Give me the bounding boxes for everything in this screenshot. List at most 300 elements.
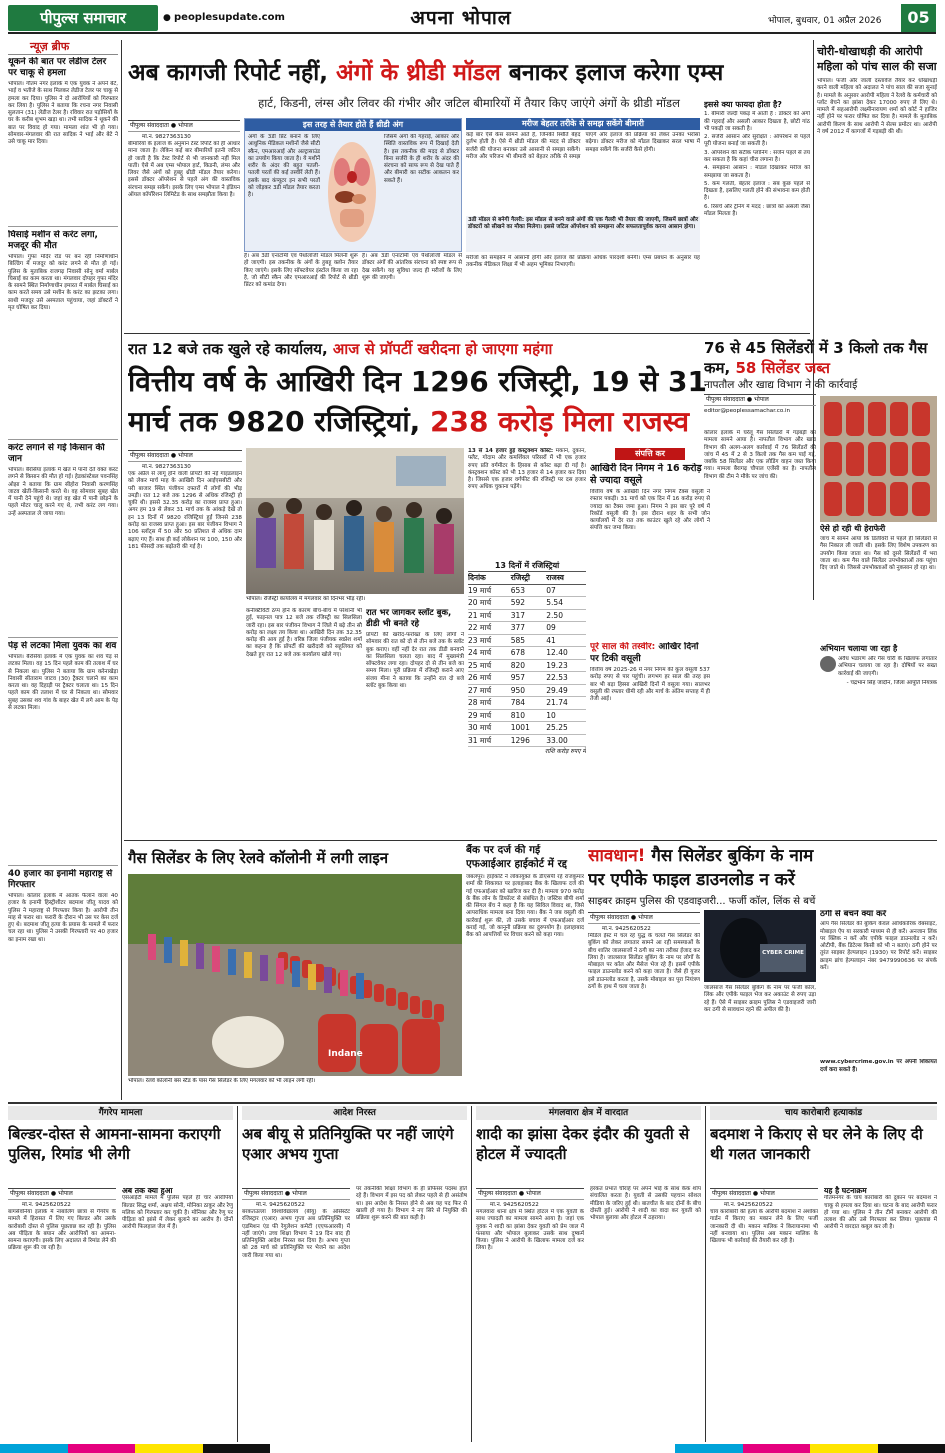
- fraud-headline: ऐसे हो रही थी हेराफेरी: [820, 524, 886, 533]
- cyber-crime-photo: [704, 910, 816, 982]
- table-row: [468, 584, 586, 597]
- stomach-shape: [352, 194, 366, 204]
- quote-author: - चंद्रभान सिंह जादौन, जिला आपूर्ति नियंत्रक: [846, 679, 937, 686]
- benefit-1: 1. बीमारी जल्दी पकड़ में आती है : डॉक्टर को अंगों की गहराई और असली आकार दिखता है, छोटी गांठ भी पकड़ी जा सकती है।: [704, 111, 810, 132]
- cyber-tag: सावधान!: [588, 846, 646, 866]
- table-cell: 41: [546, 634, 586, 647]
- column-divider: [237, 1106, 238, 1442]
- bottom-side-headline: यह है घटनाक्रम: [824, 1186, 867, 1195]
- color-swatch: [743, 1444, 811, 1453]
- color-swatch: [203, 1444, 271, 1453]
- patient-box-more: मरीजों को समझाने में आसानी होगी और इलाज की प्रक्रिया अधिक पारदर्शी बनेगी। एम्स प्रबंधन के अनुसार यह तकनीक मेडिकल शिक्षा में भी अहम भूमिका निभाएगी।: [466, 255, 700, 269]
- bottom-body: बरकतउल्ला विश्वविद्यालय (बीयू) के असिस्टेंट रजिस्ट्रार (एआर) अभय गुप्ता अब प्रतिनियुक्ति पर एडमिशन एंड फी रेगुलेशन कमेटी (एएफआरसी) में नहीं जाएंगे। उच्च शिक्षा विभाग ने 19 दिन बाद ही प्रतिनियुक्ति आदेश निरस्त कर दिया है। अभय गुप्ता को 28 मार्च को प्रतिनियुक्ति पर भेजने का आदेश जारी किया गया था।: [242, 1209, 350, 1259]
- table-cell: 592: [511, 597, 547, 610]
- bottom-col-b: [122, 1186, 233, 1442]
- byline-text: पीपुल्स संवाददाता ● भोपाल: [478, 1190, 541, 1197]
- bottom-story-3: [476, 1106, 701, 1442]
- queue-person-shape: [164, 937, 172, 963]
- table-cell: 20 मार्च: [468, 597, 511, 610]
- laptop-shape: [760, 944, 806, 972]
- year-picture-headline: [590, 642, 710, 665]
- brief-headline: पेड़ से लटका मिला युवक का शव: [8, 641, 117, 651]
- table-cell: 678: [511, 647, 547, 660]
- brief-headline: 40 हजार का इनामी महाराष्ट्र से गिरफ्तार: [8, 869, 113, 890]
- patient-box-fill: [466, 255, 700, 328]
- registry-table: [468, 560, 586, 836]
- queue-person-shape: [148, 934, 156, 960]
- slot-booking-story: [366, 608, 464, 836]
- masthead: [8, 4, 936, 34]
- lead-byline: [128, 120, 240, 132]
- queue-person-shape: [356, 973, 364, 999]
- liver-shape: [335, 191, 355, 203]
- cylinder-shape: [912, 482, 930, 516]
- mid-kicker-b: आज से प्रॉपर्टी खरीदना हो जाएगा महंगा: [332, 340, 553, 358]
- bottom-story-2: [242, 1106, 467, 1442]
- cyber-body-1: मिडिल ईस्ट में चल रहे युद्ध के चलते गैस सिलेंडर की बुकिंग को लेकर लगातार सामने आ रही समस्याओं के बीच शातिर जालसाजों ने ठगी का नया तरीका ईजाद कर लिया है। जालसाज सिलेंडर बुकिंग के नाम पर लोगों के मोबाइल पर कॉल और मैसेज भेज रहे हैं। इसमें एपीके फाइल डाउनलोड करने को कहा जाता है। जैसे ही यूजर इसे डाउनलोड करता है, उसके मोबाइल का पूरा नियंत्रण ठगों के हाथ में चला जाता है।: [588, 933, 700, 991]
- table-header: रजिस्ट्री: [511, 572, 547, 584]
- bottom-byline: [710, 1188, 818, 1200]
- person-body: [344, 516, 364, 571]
- byline-text: पीपुल्स संवाददाता ● भोपाल: [706, 396, 769, 403]
- person-head: [376, 506, 392, 522]
- gas-byline: [704, 394, 816, 406]
- queue-person-shape: [324, 967, 332, 993]
- page-number: [901, 4, 936, 32]
- gas-cylinder-story: [704, 338, 937, 838]
- queue-person-shape: [244, 952, 252, 978]
- table-row: [468, 659, 586, 672]
- cylinder-shape: [846, 482, 864, 516]
- property-tax-tag: संपत्ति कर: [615, 448, 685, 460]
- news-brief-column: [8, 40, 118, 1100]
- table-cell: 317: [511, 609, 547, 622]
- table-cell: 22 मार्च: [468, 622, 511, 635]
- mid-body-1: एक अप्रैल से लागू होने वाली प्रॉपर्टी की नई गाइडलाइन को लेकर मार्च माह के आखिरी दिन आईएसबीटी और परी बाजार स्थित पंजीयन दफ्तरों में लोगों की भीड़ उमड़ी। रात 12 बजे तक 1296 से अधिक रजिस्ट्री हो चुकी थी। इससे 32.35 करोड़ का राजस्व प्राप्त हुआ। अगर हम 19 से लेकर 31 मार्च तक के आंकड़े देखें तो इन 13 दिनों में 9820 रजिस्ट्रियां हुईं जिनसे 238 करोड़ का राजस्व प्राप्त हुआ। इस बार पंजीयन विभाग ने 106 स्लॉट्स में 50 और 50 प्रतिशत से अधिक दाम बढ़ाए गए हैं। साथ ही कई लोकेशन पर 100, 150 और 181 फीसदी तक बढ़ोतरी की गई है।: [128, 471, 242, 550]
- byline-text: पीपुल्स संवाददाता ● भोपाल: [244, 1190, 307, 1197]
- queue-person-shape: [340, 970, 348, 996]
- bottom-side-body: हरकत प्रभात चौराहे पर अपने भाई के साथ केक शॉप संचालित करता है। युवती से उसकी पहचान सोशल मीडिया के जरिए हुई थी। बातचीत के बाद दोनों के बीच दोस्ती हुई। आरोपी ने शादी का वादा कर युवती को भोपाल बुलाया और होटल में ठहराया।: [590, 1186, 701, 1222]
- brief-body: भोपाल। बैरसिया इलाके में एक युवक का शव पेड़ से लटका मिला। वह 15 दिन पहले काम की तलाश में घर से निकला था। पुलिस ने बताया कि ग्राम करेनाखेड़ा निवासी सीताराम जाटव (30) ट्रैक्टर चलाने का काम करता था। वह दिहाड़ी पर ट्रैक्टर चलाता था। 15 दिन पहले काम की तलाश में घर से निकला था। सोमवार सुबह उसका शव गांव के बाहर खेत में लगे आम के पेड़ से लटका मिला।: [8, 654, 118, 712]
- lead-subhead: हार्ट, किडनी, लंग्स और लिवर की गंभीर और जटिल बीमारियों में तैयार किए जाएंगे अंगों के थ्रीडी मॉडल: [258, 96, 680, 110]
- gas-email: editor@peoplessamachar.co.in: [704, 408, 791, 414]
- brief-body: भोपाल। गुफा मंदिर रोड पर बन रही निर्माणाधीन बिल्डिंग में मजदूर को करंट लगने से मौत हो गई। पुलिस के मुताबिक राजगढ़ निवासी सोनू वर्मा मार्बल घिसाई का काम करता था। मंगलवार दोपहर गुफा मंदिर के सामने स्थित निर्माणाधीन इमारत में मार्बल घिसाई का काम करते समय उसे मशीन के करंट का झटका लगा। साथी मजदूर उसे अस्पताल पहुंचाया, जहां डॉक्टरों ने मृत घोषित कर दिया।: [8, 254, 118, 312]
- fraud-body: जांच में सामने आया कि डिलीवरी से पहले ही सिलेंडरों से गैस निकाल ली जाती थी। इसके लिए विशेष उपकरण का उपयोग किया जाता था। गैस को दूसरे सिलेंडरों में भरा जाता था। कम गैस वाले सिलेंडर उपभोक्ताओं तक पहुंचा दिए जाते थे। जिससे उपभोक्ताओं को नुकसान हो रहा था।: [820, 536, 937, 572]
- registry-data-table: [468, 572, 586, 747]
- lead-body-3: हैं। अब 3डी एनाटॉमी एवं पैथोलॉजी मॉडल से डॉक्टर अंगों की आंतरिक संरचना को स्पष्ट रूप से देख सकेंगे। यह सुविधा जल्द ही मरीजों के लिए शुरू की जाएगी।: [362, 253, 462, 281]
- brief-item-5: [8, 869, 118, 1079]
- rail-colony-headline: गैस सिलेंडर के लिए रेलवे कॉलोनी में लगी लाइन: [128, 849, 389, 867]
- right-story-1-headline: चोरी-धोखाधड़ी की आरोपी महिला को पांच साल की सजा: [817, 45, 937, 73]
- lead-headline-b: अंगों के थ्रीडी मॉडल: [336, 60, 501, 86]
- window-shape: [396, 456, 446, 486]
- table-header-row: [468, 572, 586, 584]
- organ-box-title: इस तरह से तैयार होते हैं थ्रीडी अंग: [245, 119, 461, 131]
- property-tax-story: [590, 448, 710, 836]
- queue-cylinder-shape: [434, 1004, 444, 1022]
- bottom-headline: बिल्डर-दोस्त से आमना-सामना कराएगी पुलिस, रिमांड भी लेगी: [8, 1125, 221, 1163]
- front-cylinder: [360, 1024, 398, 1074]
- table-row: [468, 634, 586, 647]
- queue-person-shape: [260, 955, 268, 981]
- logo-badge: [8, 5, 158, 31]
- registry-photo-caption: भोपाल। रजिस्ट्री कार्यालय में मंगलवार को दिनभर भीड़ रही।: [246, 596, 366, 602]
- table-cell: 26 मार्च: [468, 672, 511, 685]
- table-cell: 31 मार्च: [468, 734, 511, 747]
- person-body: [404, 518, 424, 573]
- bottom-body: बागसेवनिया इलाके में नाबालिग छात्रा से गैंगरेप के मामले में हिरासत में लिए गए बिल्डर और उसके कारोबारी दोस्त से पुलिस पूछताछ कर रही है। पुलिस अब पीड़िता के बयान और आरोपियों का आमना-सामना कराएगी। इसके लिए अदालत से रिमांड लेने की प्रक्रिया शुरू की जा रही है।: [8, 1209, 116, 1252]
- queue-cylinder-shape: [398, 992, 408, 1010]
- quote-text: अवैध भंडारण और गैस चोरी के खिलाफ लगातार अभियान चलाया जा रहा है। दोषियों पर सख्त कार्रवाई की जाएगी।: [838, 656, 937, 677]
- intestine-shape: [340, 209, 364, 227]
- table-cell: 377: [511, 622, 547, 635]
- table-cell: 2.50: [546, 609, 586, 622]
- queue-cylinder-shape: [386, 988, 396, 1006]
- organ-box-text-1: अंगों के 3डी प्रिंट बनाने के लिए आधुनिक मेडिकल मशीनों जैसे सीटी स्कैन, एमआरआई और अल्ट्रासाउंड का उपयोग किया जाता है। ये मशीनें शरीर के अंदर की बहुत पतली-पतली परतों की कई तस्वीरें लेती हैं। इसके बाद कंप्यूटर इन सभी परतों को जोड़कर 3डी मॉडल तैयार करता है।: [248, 134, 320, 199]
- lead-headline-c: बनाकर इलाज करेगा एम्स: [508, 60, 724, 86]
- cyber-safety-tips: [820, 910, 937, 1090]
- lead-column-3: [362, 253, 462, 328]
- gas-story-body: कोलार इलाके में घरेलू गैस सिलेंडरों में गड़बड़ी का मामला सामने आया है। नापतौल विभाग और खाद्य विभाग की अलग-अलग कार्रवाई में 76 सिलेंडरों की जांच में 45 में 2 से 3 किलो तक गैस कम पाई गई, जबकि 58 सिलेंडर और एक लोडिंग वाहन जब्त किया गया। मामला बैरागढ़ चौपाल एजेंसी का है। नापतौल विभाग की टीम ने मौके पर जांच की।: [704, 430, 816, 480]
- construction-cost-text: [468, 448, 586, 554]
- safety-website: www.cybercrime.gov.in पर अपनी शिकायत दर्ज करा सकते हैं।: [820, 1059, 937, 1073]
- gas-story-headline: [704, 338, 937, 378]
- color-swatch: [270, 1444, 675, 1453]
- bottom-mobile: मो.न. 9425620522: [724, 1202, 773, 1208]
- byline-text: पीपुल्स संवाददाता ● भोपाल: [712, 1190, 775, 1197]
- brief-item-1: [8, 57, 118, 227]
- sack-shape: [212, 1016, 284, 1068]
- person-body: [284, 514, 304, 569]
- table-row: [468, 709, 586, 722]
- cylinder-shape: [890, 442, 908, 476]
- brief-item-3: [8, 443, 118, 638]
- lead-column-1: [128, 118, 240, 226]
- table-cell: 585: [511, 634, 547, 647]
- cyber-mobile: मो.न. 9425620522: [602, 926, 651, 932]
- person-head: [346, 500, 362, 516]
- queue-person-shape: [180, 940, 188, 966]
- registry-table-body: [468, 584, 586, 747]
- benefit-2: 2. सर्जरी आसान और सुरक्षित : ऑपरेशन से पहले पूरी योजना बनाई जा सकती है।: [704, 134, 810, 148]
- color-swatch: [810, 1444, 878, 1453]
- table-cell: 25.25: [546, 722, 586, 735]
- table-cell: 21.74: [546, 697, 586, 710]
- queue-person-shape: [196, 943, 204, 969]
- bottom-col-b: [824, 1186, 937, 1442]
- benefit-6: 6. रिसर्च और ट्रेनिंग में मदद : छात्रों को असली जैसा मॉडल मिलता है।: [704, 203, 810, 218]
- bottom-tag: आदेश निरस्त: [242, 1106, 467, 1120]
- cyber-headline-a: गैस सिलेंडर बुकिंग के नाम: [651, 846, 814, 866]
- bottom-story-1: [8, 1106, 233, 1442]
- bottom-side-body: गौतमनगर के चाय कारोबारी की दुकान पर बदमाश ने चाकू से हमला कर दिया था। घटना के बाद आरोपी फरार हो गया था। पुलिस ने तीन टीमें बनाकर आरोपी की तलाश की और उसे गिरफ्तार कर लिया। पूछताछ में आरोपी ने वारदात कबूल कर ली है।: [824, 1195, 937, 1231]
- print-color-bar: [0, 1444, 945, 1453]
- mid-body-2: कनेक्टिविटी ठप्प होने के कारण बीच-बीच में परेशानी भी हुई, फाइनल पात्र 12 बजे तक रजिस्ट्री का सिलसिला जारी रहा। इस बार पंजीयन विभाग ने जिले में बढ़े तीन सौ करोड़ का लक्ष्य तय किया था। आखिरी दिन तक 32.35 करोड़ की आय हुई है। वरिष्ठ जिला पंजीयक स्वप्नेश शर्मा का कहना है कि प्रॉपर्टी की खरीदारी को सहूलियत को देखते हुए रात 12 बजे तक कार्यालय खोले गए।: [246, 608, 362, 658]
- table-cell: 1296: [511, 734, 547, 747]
- brief-headline: थूकने की बात पर लेडीज टेलर पर चाकू से हमला: [8, 57, 107, 78]
- cylinder-shape: [912, 442, 930, 476]
- color-swatch: [675, 1444, 743, 1453]
- queue-person-shape: [276, 958, 284, 984]
- table-cell: 29 मार्च: [468, 709, 511, 722]
- bottom-headline: शादी का झांसा देकर इंदौर की युवती से होटल में ज्यादती: [476, 1125, 690, 1163]
- bottom-byline: [8, 1188, 116, 1200]
- gas-headline-a: 76 से 45 सिलेंडरों में 3 किलो तक गैस कम,: [704, 339, 928, 377]
- mid-byline: [128, 450, 242, 462]
- table-header: राजस्व: [546, 572, 586, 584]
- mid-headline-c: 238 करोड़ मिला राजस्व: [430, 405, 690, 438]
- brief-headline: घिसाई मशीन से करंट लगा, मजदूर की मौत: [8, 230, 98, 251]
- lead-headline-a: अब कागजी रिपोर्ट नहीं,: [128, 60, 328, 86]
- table-cell: 957: [511, 672, 547, 685]
- cylinder-shape: [846, 442, 864, 476]
- section-title: [396, 4, 526, 32]
- gallery-note: 3डी मॉडल से बनेगी गैलरी: इस मॉडल से बनने वाले अंगों की एक गैलरी भी तैयार की जाएगी, जिसमें छात्रों और डॉक्टरों को सीखने का मौका मिलेगा। इससे जटिल ऑपरेशन को समझना और सफलतापूर्वक करना आसान होगा।: [466, 216, 700, 252]
- mid-kicker-a: रात 12 बजे तक खुले रहे कार्यालय,: [128, 340, 328, 358]
- organ-box-text-2: जिसमें अंगों की गहराई, आकार और स्थिति वास्तविक रूप में दिखाई देती है। इस तकनीक की मदद से डॉक्टर बिना सर्जरी के ही शरीर के अंदर की संरचना को साफ रूप से देख पाते हैं और बीमारी का सटीक आकलन कर सकते हैं।: [384, 134, 459, 184]
- bottom-side-body: पर तकनीकी शिक्षा विभाग के ही प्रोफेसर पदस्थ होते रहे हैं। विभाग में इस पद को लेकर पहले से ही असंतोष था। इस आदेश के निरस्त होने से अब यह पद फिर से खाली हो गया है। विभाग ने नए सिरे से नियुक्ति की प्रक्रिया शुरू करने की बात कही है।: [356, 1186, 467, 1222]
- bottom-col-a: [476, 1186, 584, 1442]
- queue-cylinder-shape: [374, 984, 384, 1002]
- color-swatch: [68, 1444, 136, 1453]
- bottom-headline: अब बीयू से प्रतिनियुक्ति पर नहीं जाएंगे एआर अभय गुप्ता: [242, 1125, 454, 1163]
- property-tax-body: वित्तीय वर्ष के आखिरी दिन नगर निगम टैक्स वसूली ने रफ्तार पकड़ी। 31 मार्च को एक दिन में 16 करोड़ रुपए से ज्यादा का टैक्स जमा हुआ। निगम ने इस बार पूरे वर्ष में रिकॉर्ड वसूली की है। इस दौरान शहर के सभी जोन कार्यालयों में देर रात तक काउंटर खुले रहे और लोगों ने संपत्ति कर जमा किया।: [590, 489, 710, 532]
- bottom-col-a: [242, 1186, 350, 1442]
- lead-headline: [128, 58, 810, 88]
- table-row: [468, 722, 586, 735]
- cyber-headline-line-1: [588, 844, 937, 868]
- table-cell: 25 मार्च: [468, 659, 511, 672]
- brief-headline: करंट लगाने से गई किसान की जान: [8, 443, 105, 464]
- safety-headline: ठगी से बचने क्या करें: [820, 910, 887, 919]
- byline-text: पीपुल्स संवाददाता ● भोपाल: [590, 914, 653, 921]
- tree-canopy: [128, 874, 462, 944]
- table-cell: 24 मार्च: [468, 647, 511, 660]
- cylinder-shape: [912, 402, 930, 436]
- cyber-body-2: जालसाज गैस सिलेंडर बुकिंग के नाम पर फर्जी कॉल, लिंक और एपीके फाइल भेज कर अकाउंट से रुपए उड़ा रहे हैं। ऐसे में साइबर क्राइम पुलिस ने एडवाइजरी जारी कर ठगी से सावधान रहने की अपील की है।: [704, 985, 816, 1013]
- table-row: [468, 734, 586, 747]
- brief-item-2: [8, 230, 118, 440]
- year-picture-head-a: पूरे साल की तस्वीर:: [590, 642, 656, 652]
- lead-column-1b: [244, 253, 358, 328]
- cylinder-shape: [868, 442, 886, 476]
- section-title-text: अपना भोपाल: [410, 7, 512, 29]
- color-swatch: [878, 1444, 945, 1453]
- table-row: [468, 622, 586, 635]
- dateline: भोपाल, बुधवार, 01 अप्रैल 2026: [768, 16, 882, 26]
- bottom-tag: गैंगरेप मामला: [8, 1106, 233, 1120]
- patient-box-text: कई बार ऐसे केस सामने आते हैं, जिनकी स्थिति बेहद दुर्लभ होती है। ऐसे में थ्रीडी मॉडल की मदद से डॉक्टर सर्जरी की योजना बनाकर उसे आसानी से समझा सकेंगे। मरीज और परिजन भी बीमारी को बेहतर तरीके से समझ पाएंगे और इलाज की प्रक्रिया को लेकर उनका भरोसा बढ़ेगा। डॉक्टर मरीज को मॉडल दिखाकर सरल भाषा में समझा सकेंगे कि सर्जरी कैसे होगी।: [466, 132, 700, 160]
- benefits-title: इससे क्या फायदा होता है?: [704, 100, 782, 109]
- cyber-subhead: साइबर क्राइम पुलिस की एडवाइजरी... फर्जी कॉल, लिंक से बचें: [588, 896, 816, 907]
- person-head: [316, 504, 332, 520]
- registry-office-photo: [246, 448, 464, 594]
- campaign-headline: अभियान चलाया जा रहा है: [820, 644, 898, 653]
- queue-person-shape: [228, 949, 236, 975]
- column-divider: [471, 1106, 472, 1442]
- rail-colony-photo: [128, 874, 462, 1076]
- patient-box-title: मरीज बेहतर तरीके से समझ सकेंगे बीमारी: [466, 118, 700, 130]
- table-cell: 28 मार्च: [468, 697, 511, 710]
- organ-illustration: [323, 137, 381, 247]
- queue-person-shape: [212, 946, 220, 972]
- bottom-col-b: [356, 1186, 467, 1442]
- lead-body-2: है। अब 3डी एनाटॉमी एवं पैथोलॉजी मॉडल मिलनी शुरू हो जाएगी। इस तकनीक के अंगों के हुबहू क्लोन तैयार किए जाएंगे। इसके लिए सॉफ्टवेयर इंस्टॉल किया जा रहा है, जो सीटी स्कैन और एमआरआई की रिपोर्ट से थ्रीडी प्रिंटर को कमांड देगा।: [244, 253, 358, 289]
- bottom-col-a: [710, 1186, 818, 1442]
- cylinder-shape: [846, 402, 864, 436]
- benefit-4: 4. समझाना आसान : मॉडल दिखाकर मरीज को समझाया जा सकता है।: [704, 165, 810, 179]
- officer-quote: [820, 656, 937, 726]
- bottom-tag: चाय कारोबारी हत्याकांड: [710, 1106, 937, 1120]
- bottom-mobile: मो.न. 9425620522: [256, 1202, 305, 1208]
- bottom-byline: [242, 1188, 350, 1200]
- right-story-1: [817, 44, 937, 334]
- slot-booking-headline: रात भर जागकर स्लॉट बुक, डीडी भी बनते रहे: [366, 608, 452, 629]
- table-cell: 12.40: [546, 647, 586, 660]
- table-cell: 22.53: [546, 672, 586, 685]
- front-cylinder: [402, 1019, 440, 1074]
- cyber-column-2: [704, 985, 816, 1090]
- table-cell: 30 मार्च: [468, 722, 511, 735]
- table-cell: 5.54: [546, 597, 586, 610]
- cylinder-shape: [824, 402, 842, 436]
- table-row: [468, 609, 586, 622]
- person-head: [406, 502, 422, 518]
- cyber-byline: [588, 912, 700, 924]
- mid-column-2: [246, 608, 362, 836]
- person-head: [286, 498, 302, 514]
- table-cell: 33.00: [546, 734, 586, 747]
- bank-fir-story: [466, 844, 584, 1092]
- gas-headline-b: 58 सिलेंडर जब्त: [735, 359, 830, 377]
- section-rule: [8, 1102, 937, 1104]
- person-body: [314, 520, 334, 570]
- table-cell: 23 मार्च: [468, 634, 511, 647]
- benefits-panel: [704, 92, 810, 328]
- cyber-headline-b: पर एपीके फाइल डाउनलोड न करें: [588, 870, 795, 890]
- year-picture-body: वित्तीय वर्ष 2025-26 में नगर निगम की कुल वसूली 537 करोड़ रुपए से पार पहुंची। लगभग हर साल की तरह इस बार भी बड़ा हिस्सा आखिरी दिनों में वसूला गया। सालभर वसूली की रफ्तार धीमी रही और मार्च के अंतिम सप्ताह में ही तेजी आई।: [590, 667, 710, 703]
- table-cell: 653: [511, 584, 547, 597]
- cylinder-shape: [824, 442, 842, 476]
- bottom-col-a: [8, 1186, 116, 1442]
- table-header: दिनांक: [468, 572, 511, 584]
- table-row: [468, 697, 586, 710]
- crowd-illustration: [246, 448, 464, 594]
- website-link[interactable]: peoplesupdate.com: [174, 12, 285, 23]
- bottom-mobile: मो.न. 9425620522: [22, 1202, 71, 1208]
- year-picture-head-b: आखिर दिनों पर टिकी वसूली: [590, 642, 699, 664]
- bottom-col-b: [590, 1186, 701, 1442]
- cylinder-shape: [824, 482, 842, 516]
- registry-table-title: 13 दिनों में रजिस्ट्रियां: [468, 560, 586, 572]
- column-divider: [121, 40, 122, 1100]
- table-cell: 820: [511, 659, 547, 672]
- person-body: [256, 518, 276, 568]
- organ-box: [244, 118, 462, 252]
- cylinders-photo: [820, 396, 937, 522]
- cyber-column-1: [588, 910, 700, 1090]
- cylinder-brand-text: Indane: [328, 1049, 363, 1059]
- color-swatch: [0, 1444, 68, 1453]
- bottom-byline: [476, 1188, 584, 1200]
- quote-icon: [820, 656, 836, 672]
- mid-headline-b: मार्च तक 9820 रजिस्ट्रियां,: [128, 405, 421, 438]
- queue-cylinder-shape: [410, 996, 420, 1014]
- bottom-body: मंगलवारा थाना क्षेत्र में स्थित होटल में एक युवती के साथ ज्यादती का मामला सामने आया है। जहां एक युवक ने शादी का झांसा देकर युवती को प्रेम जाल में फंसाया और भोपाल बुलाकर उसके साथ दुष्कर्म किया। पुलिस ने आरोपी के खिलाफ मामला दर्ज कर लिया है।: [476, 1209, 584, 1252]
- table-cell: 09: [546, 622, 586, 635]
- property-tax-headline: आखिरी दिन निगम ने 16 करोड़ से ज्यादा वसूले: [590, 463, 702, 486]
- heart-shape: [347, 171, 357, 183]
- news-brief-label: न्यूज़ ब्रीफ: [8, 40, 118, 55]
- construction-cost-head: 13 से 14 हजार हुई कंस्ट्रक्शन कॉस्ट:: [468, 448, 554, 454]
- bottom-headline: बदमाश ने किराए से घर लेने के लिए दी थी गलत जानकारी: [710, 1125, 923, 1163]
- bottom-story-4: [710, 1106, 937, 1442]
- cylinder-shape: [890, 482, 908, 516]
- bottom-body: चाय कारोबारी की हत्या के आरोपी बदमाश ने अशोका गार्डन में किराए का मकान लेने के लिए फर्जी जानकारी दी थी। मकान मालिक ने किरायानामा भी नहीं बनवाया था। पुलिस अब मकान मालिक के खिलाफ भी कार्रवाई की तैयारी कर रही है।: [710, 1209, 818, 1245]
- mid-headline-a: वित्तीय वर्ष के आखिरी दिन 1296 रजिस्ट्री, 19 से 31: [128, 365, 707, 398]
- mid-mobile: मो.न. 9827363130: [142, 464, 191, 470]
- safety-body: आप गैस सिलेंडर की बुकिंग केवल आधिकारिक वेबसाइट, मोबाइल ऐप या सरकारी माध्यम से ही करें। अनजान लिंक पर क्लिक न करें और एपीके फाइल डाउनलोड न करें। ओटीपी, बैंक डिटेल्स किसी को भी न बताएं। ठगी होने पर तुरंत साइबर हेल्पलाइन (1930) पर रिपोर्ट करें। साइबर क्राइम ब्रांच हेल्पलाइन नंबर 9479990636 पर संपर्क करें।: [820, 921, 937, 971]
- cylinder-shape: [890, 402, 908, 436]
- benefit-5: 5. कम गलती, बेहतर इलाज : सब कुछ पहले से दिखता है, इसलिए गलती होने की संभावना कम होती है।: [704, 180, 810, 202]
- queue-person-shape: [308, 964, 316, 990]
- cylinder-shape: [868, 482, 886, 516]
- right-story-1-body: भोपाल। फर्जी और जाली दस्तावेज तैयार कर धोखाधड़ी करने वाली महिला को अदालत ने पांच साल की सजा सुनाई है। मामले के अनुसार आरोपी महिला ने रेलवे के कर्मचारी को प्लॉट बेचने का झांसा देकर 17000 रुपए ले लिए थे। मामले में सहआरोपी लक्ष्मीनारायण शर्मा को कोर्ट ने हाजिर नहीं होने पर फरार घोषित कर दिया है। मामले के मुताबिक आरोपी किरण के साथ आरोपी ने सेल्स प्रमोटर था। आरोपी ने वर्ष 2012 में कागजों में गड़बड़ी की थी।: [817, 78, 937, 136]
- bottom-mobile: मो.न. 9425620522: [490, 1202, 539, 1208]
- brief-body: भोपाल। गौतम नगर इलाके में एक युवक ने अपने बेटे, भाई व भतीजे के साथ मिलकर लेडीज टेलर पर चाकू से हमला कर दिया। पुलिस ने दो आरोपियों को गिरफ्तार कर लिया है। पुलिस ने बताया कि रचना नगर निवासी सुलतान (31) लेडीज टेलर है। रविवार रात पड़ोसियों के घर के करीब शुभम खड़ा था। तभी सादिक ने थूकने की बात पर विवाद हो गया। मामला शांत भी हो गया। सोमवार-मंगलवार की रात सादिक ने भाई और बेटे ने उसे चाकू मार दिया।: [8, 81, 118, 146]
- table-cell: 07: [546, 584, 586, 597]
- table-cell: 10: [546, 709, 586, 722]
- rail-colony-caption: भोपाल। रेलवे कॉलोनी बस स्टैंड के पास गैस सिलेंडर के लिए मंगलवार को भी लाइन लगी रही।: [128, 1078, 316, 1084]
- table-cell: 21 मार्च: [468, 609, 511, 622]
- cylinder-shape: [868, 402, 886, 436]
- byline-text: पीपुल्स संवाददाता ● भोपाल: [10, 1190, 73, 1197]
- table-cell: 19.23: [546, 659, 586, 672]
- bottom-side-body: एसआईटी मामले में पुलिस पहले ही चार आरोपियों बिल्डर सिद्ध शर्मा, अक्षय सोनी, मोनिका ठाकुर और रेणु मलिक को गिरफ्तार कर चुकी है। मोनिका और रेणु पर पीड़िता को झांसे में लेकर बुलाने का आरोप है। दोनों आरोपी फिलहाल जेल में हैं।: [122, 1195, 233, 1231]
- bottom-side-headline: अब तक क्या हुआ: [122, 1186, 173, 1195]
- table-cell: 784: [511, 697, 547, 710]
- lung-right-shape: [354, 158, 370, 186]
- cyber-crime-label: CYBER CRIME: [762, 950, 804, 956]
- person-body: [434, 524, 454, 574]
- person-head: [258, 502, 274, 518]
- bottom-tag: मंगलवारा क्षेत्र में वारदात: [476, 1106, 701, 1120]
- brief-body: भोपाल। बैरसिया इलाके में खेत में पानी देते वक्त करंट लगने से किसान की मौत हो गई। हेडकांस्टेबल पवनसिंह ओझा ने बताया कि ग्राम सीहोरा निवासी करणसिंह जाटव खेती-किसानी करते थे। वह सोमवार सुबह खेत में पानी देने पहुंचे थे। जहां वह खेत में पानी छोड़ने के पहले मोटर चालू करने गए थे, तभी करंट लग गया। उन्हें अस्पताल ले जाया गया।: [8, 467, 118, 517]
- hacker-icon: [704, 910, 816, 982]
- registry-table-note: राशि करोड़ रुपए में: [544, 748, 586, 755]
- bank-fir-headline: बैंक पर दर्ज की गई एफआईआर हाईकोर्ट में रद्द: [466, 844, 567, 870]
- patient-box: [466, 118, 700, 252]
- bank-fir-body: जबलपुर। हाईकोर्ट ने लोकायुक्त के डीएसपी रहे राजकुमार शर्मा की शिकायत पर इलाहाबाद बैंक के खिलाफ दर्ज की गई एफआईआर को खारिज कर दी है। मामला 970 करोड़ के बैंक लोन के डिफॉल्ट से संबंधित है। जस्टिस बीपी शर्मा की सिंगल बेंच ने कहा है कि यह सिविल विवाद था, जिसे आपराधिक मामला बना दिया गया। बैंक ने जब वसूली की कार्रवाई शुरू की, तो उसके बचाव में एफआईआर दर्ज कराई गई, जो कानूनी प्रक्रिया का दुरुपयोग है। इलाहाबाद बैंक को आपत्तियों पर विचार करने को कहा गया।: [466, 874, 584, 939]
- logo-text: पीपुल्स समाचार: [40, 9, 126, 27]
- front-cylinder: [318, 1014, 356, 1072]
- lead-body-1: बीमारियों के इलाज के अनुमान टेस्ट रिपोर्ट को ही आधार माना जाता है। लेकिन कई बार बीमारियों इतनी जटिल हो जाती है कि टेस्ट रिपोर्ट से भी जानकारी नहीं मिल पाती। ऐसे में अब एम्स भोपाल हार्ट, किडनी, लंग्स और लिवर जैसे अंगों को हुबहू थ्रीडी मॉडल तैयार करेगा। इससे डॉक्टर ऑपरेशन से पहले अंग की वास्तविक संरचना समझ सकेंगे। इसके लिए एम्स भोपाल ने इंडियन ऑयल कॉर्पोरेशन लिमिटेड के साथ समझौता किया है।: [128, 141, 240, 199]
- table-cell: 1001: [511, 722, 547, 735]
- slot-booking-body: प्रॉपर्टी की खरीद-फरोख्त के लिए लोगों ने सोमवार की रात को दो से तीन बजे तक के स्लॉट बुक कराए। वहीं नहीं देर रात तक डीडी बनवाने का सिलसिला चलता रहा। बाद में मुख्यमंत्री सॉफ्टवेयर लगा रहा। दोपहर दो से तीन बजे का समय मिला। पूरी प्रक्रिया में रजिस्ट्री कराने आए संजय मीना ने बताया कि उन्होंने रात दो बजे स्लॉट बुक किया था।: [366, 632, 464, 690]
- construction-cost-body: मकान, दुकान, फ्लैट, गोदाम और कमर्शियल परिसरों में भी एक हजार रुपए प्रति वर्गमीटर के हिसाब से कॉस्ट बढ़ा दी गई है। कंस्ट्रक्शन कॉस्ट को भी 13 हजार से 14 हजार कर दिया है। जिससे एक हजार वर्गफीट की रजिस्ट्री पर दस हजार रुपए अधिक चुकाना पड़ेंगे।: [468, 448, 586, 491]
- gas-story-subhead: नापतौल और खाद्य विभाग ने की कार्रवाई: [704, 379, 858, 391]
- person-head: [436, 508, 452, 524]
- globe-icon: ●: [163, 13, 171, 23]
- mid-column-1: [128, 448, 242, 836]
- person-body: [374, 522, 394, 572]
- table-row: [468, 684, 586, 697]
- table-row: [468, 597, 586, 610]
- queue-illustration: [128, 874, 462, 1076]
- table-cell: 27 मार्च: [468, 684, 511, 697]
- table-cell: 29.49: [546, 684, 586, 697]
- section-rule: [124, 333, 810, 334]
